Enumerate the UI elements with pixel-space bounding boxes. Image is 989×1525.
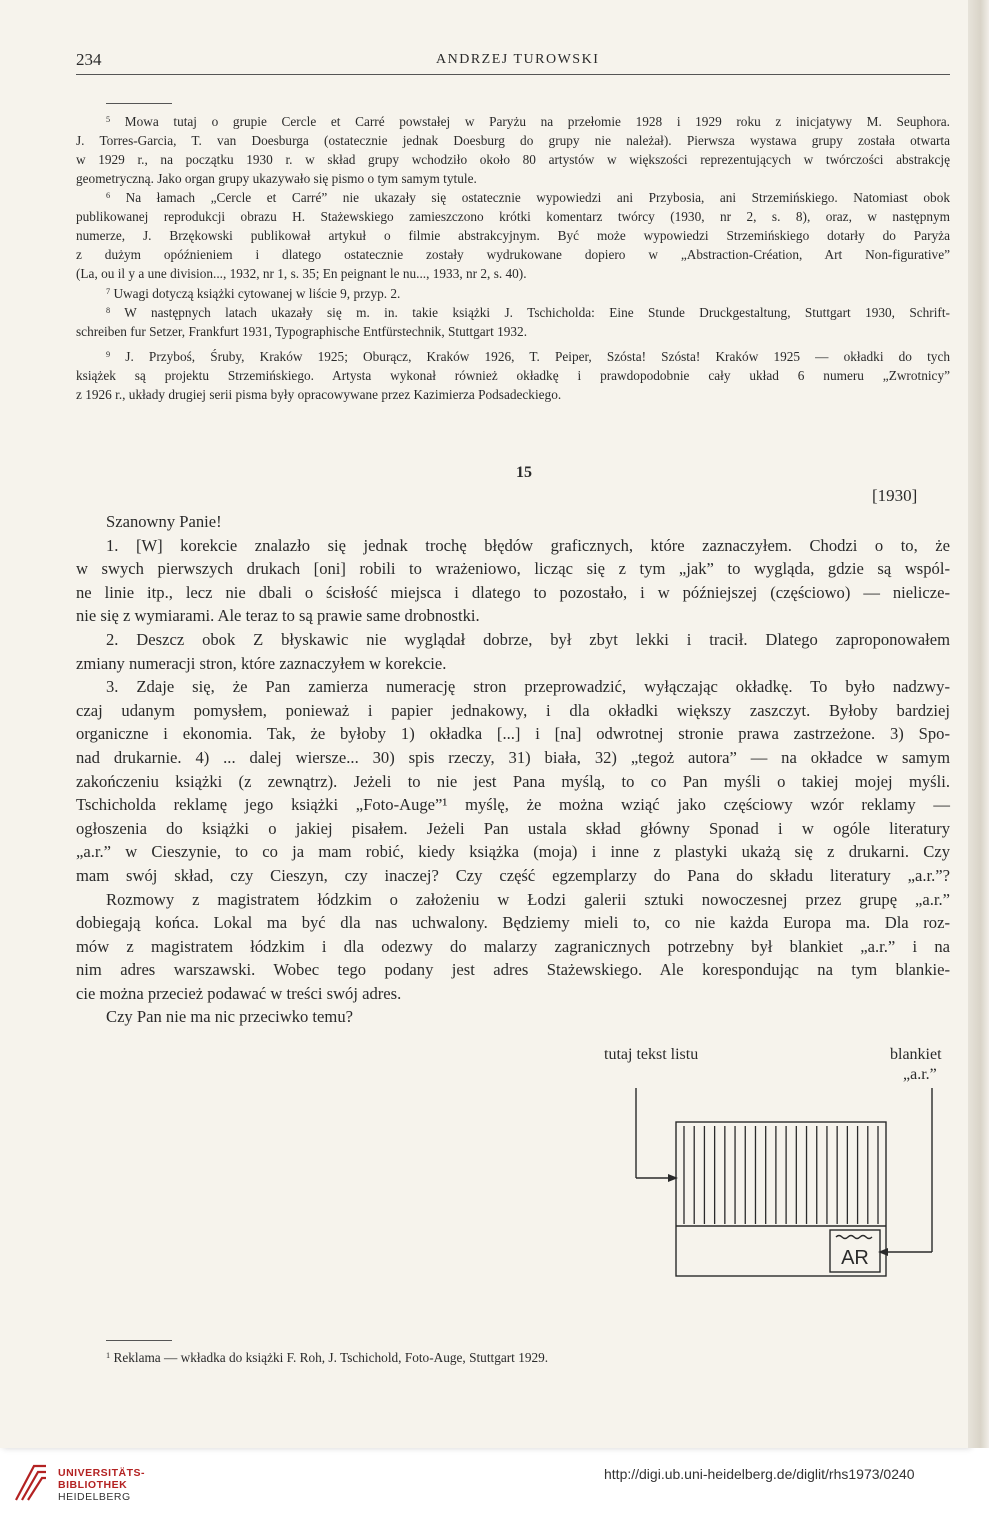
letter-line: dobiegają końca. Lokal ma być dla nas uchwalony. Będziemy mieli to, co nie każda Europa ma. Dla roz- [76,913,950,933]
letter-line: 3. Zdaje się, że Pan zamierza numerację stron przeprowadzić, wyłączając okładkę. To było nadzwy- [106,677,950,697]
footnote-9: $^9$ J. Przyboś, Śruby, Kraków 1925; Oburącz, Kraków 1926, T. Peiper, Szósta! Szósta! Kraków 1925 — okładki do tych książek są projektu Strzemińskiego. Artysta wykonał również okładkę i prawdopodobnie cały układ 6 numeru „Zwrotnicy” z 1926 r., układy drugiej serii pisma były opracowywane przez Kazimierza Podsadeckiego. [76,349,951,402]
letter-line: ne linie itp., lecz nie dbali o ścisłość miejsca i dlatego to pozostało, i w późniejszej (częściowo) — nielicze- [76,582,950,602]
footnote-8: $^8$ W następnych latach ukazały się m. in. takie książki J. Tschicholda: Eine Stunde Druckgestaltung, Stuttgart 1930, Schrift- schreiben fur Setzer, Frankfurt 1931, Typographische Entfürstechnik, Stuttgart 1932. [76,305,950,339]
footnote-1-text: Reklama — wkładka do książki F. Roh, J. Tschichold, Foto-Auge, Stuttgart 1929. [113,1350,549,1365]
diagram-label-blankiet: blankiet [890,1046,942,1063]
letter-line: 2. Deszcz obok Z błyskawic nie wyglądał dobrze, był zbyt lekki i tracił. Dlatego zaproponowałem [106,629,950,649]
library-logo-icon [12,1460,48,1504]
letter-line: nie się z wymiarami. Ale teraz to są prawie same drobnostki. [76,606,480,626]
footnote-rule-top [106,103,172,104]
library-name-line-1: UNIVERSITÄTS- [58,1467,146,1479]
letter-line: Tschicholda reklamę jego książki „Foto-Auge”¹ myślę, że można wziąć jako częściowy wzór reklamy — [76,795,950,815]
footnote-7: $^7$ Uwagi dotyczą książki cytowanej w liście 9, przyp. 2. [106,286,401,301]
footnote-1: $^1$ Reklama — wkładka do książki F. Roh, J. Tschichold, Foto-Auge, Stuttgart 1929. [106,1350,549,1365]
letter-line: w swych pierwszych drukach [oni] robili to wrażeniowo, licząc się z tym „jak” to wygląda, gdzie są wspól- [76,559,950,579]
letter-line: Czy Pan nie ma nic przeciwko temu? [106,1007,353,1027]
page-number: 234 [76,50,102,69]
letter-date: [1930] [872,486,918,505]
salutation: Szanowny Panie! [106,512,222,531]
header-rule [76,74,950,75]
letter-line: „a.r.” w Cieszynie, to co ja mam robić, kiedy książka (moja) i inne z plastyki ukażą się z drukarni. Czy [76,842,950,862]
ar-box-text: AR [841,1247,869,1269]
letter-line: mów z magistratem łódzkim i dla odezwy do malarzy zagranicznych potrzebny był blankiet „a.r.” i na [76,936,950,956]
letter-line: ogłoszenia do książki o jakiej pisałem. Jeżeli Pan ustala skład główny Sponad i w ogóle literatury [76,818,950,838]
source-url-link[interactable]: http://digi.ub.uni-heidelberg.de/diglit/rhs1973/0240 [604,1466,915,1482]
letter-line: cie można przecież podawać w treści swój adres. [76,983,402,1003]
letter-line: 1. [W] korekcie znalazło się jednak trochę błędów graficznych, które zaznaczyłem. Chodzi o to, że [106,535,950,555]
page-edge [968,0,989,1448]
footnote-rule-bottom [106,1340,172,1341]
diagram-drawing [590,1040,970,1300]
diagram-label-letter-text: tutaj tekst listu [604,1046,699,1063]
letterhead-layout-diagram [590,1040,970,1300]
letter-line: mam swój skład, czy Cieszyn, czy inaczej? Czy część egzemplarzy do Pana do składu literatury „a.r.”? [76,865,950,885]
footnote-5: $^5$ Mowa tutaj o grupie Cercle et Carré powstałej w Paryżu na przełomie 1928 i 1929 roku z inicjatywy M. Seuphora. J. Torres-Garcia, T. van Doesburga (ostatecznie jednak Doesburg do grupy nie należał). Pierwsza wystawa grupy została otwarta w 1929 r., na początku 1930 r. w skład grupy wchodziło około 80 artystów w większości reprezentujących w twórczości abstrakcję geometryczną. Jako organ grupy ukazywało się pismo o tym samym tytule. [76,114,950,186]
letter-line: zmiany numeracji stron, które zaznaczyłem w korekcie. [76,653,447,673]
stripe-group [684,1126,878,1224]
library-name-line-2: BIBLIOTHEK [58,1479,128,1491]
letter-line: czaj udanym pomysłem, ponieważ i papier jednakowy, i dla okładki większy zaszczyt. Byłoby bardziej [76,700,950,720]
letter-body [76,510,950,1029]
letter-line: Rozmowy z magistratem łódzkim o założeniu w Łodzi galerii sztuki nowoczesnej przez grupę „a.r.” [106,889,950,909]
letter-line: zakończeniu książki (z zewnątrz). Jeżeli to nie jest Pana myślą, to co Pan myśli o takiej mojej myśli. [76,771,950,791]
running-head: ANDRZEJ TUROWSKI [436,52,600,67]
wavy-line [836,1236,872,1239]
letter-number: 15 [516,464,532,481]
footnote-6: $^6$ Na łamach „Cercle et Carré” nie ukazały się ostatecznie wypowiedzi ani Przybosia, ani Strzemińskiego. Natomiast obok publikowanej reprodukcji obrazu H. Stażewskiego zamieszczono krótki komentarz twórcy (1930, nr 2, s. 8), oraz, w następnym numerze, J. Brzękowski publikował artykuł o filmie abstrakcyjnym. Być może wypowiedzi Strzemińskiego dotarły do Paryża z dużym opóźnieniem i dlatego ostatecznie zostały wydrukowane dopiero w „Abstraction-Création, Art Non-figurative” (La, ou il y a une division..., 1932, nr 1, s. 35; En peignant le nu..., 1933, nr 2, s. 40). [76,190,950,281]
letter-line: organiczne i ekonomia. Tak, że byłoby 1) okładka [...] i [na] odwrotnej stronie prawa zastrzeżone. 3) Spo- [76,724,950,744]
letter-line: nad drukarnie. 4) ... dalej wiersze... 30) spis rzeczy, 31) biała, 32) „tegoż autora” — na okładce w samym [76,747,950,767]
library-city: HEIDELBERG [58,1491,131,1503]
letter-line: nim adres warszawski. Wobec tego podany jest adres Stażewskiego. Ale korespondując na tym blankie- [76,960,950,980]
diagram-label-ar: „a.r.” [903,1066,937,1083]
